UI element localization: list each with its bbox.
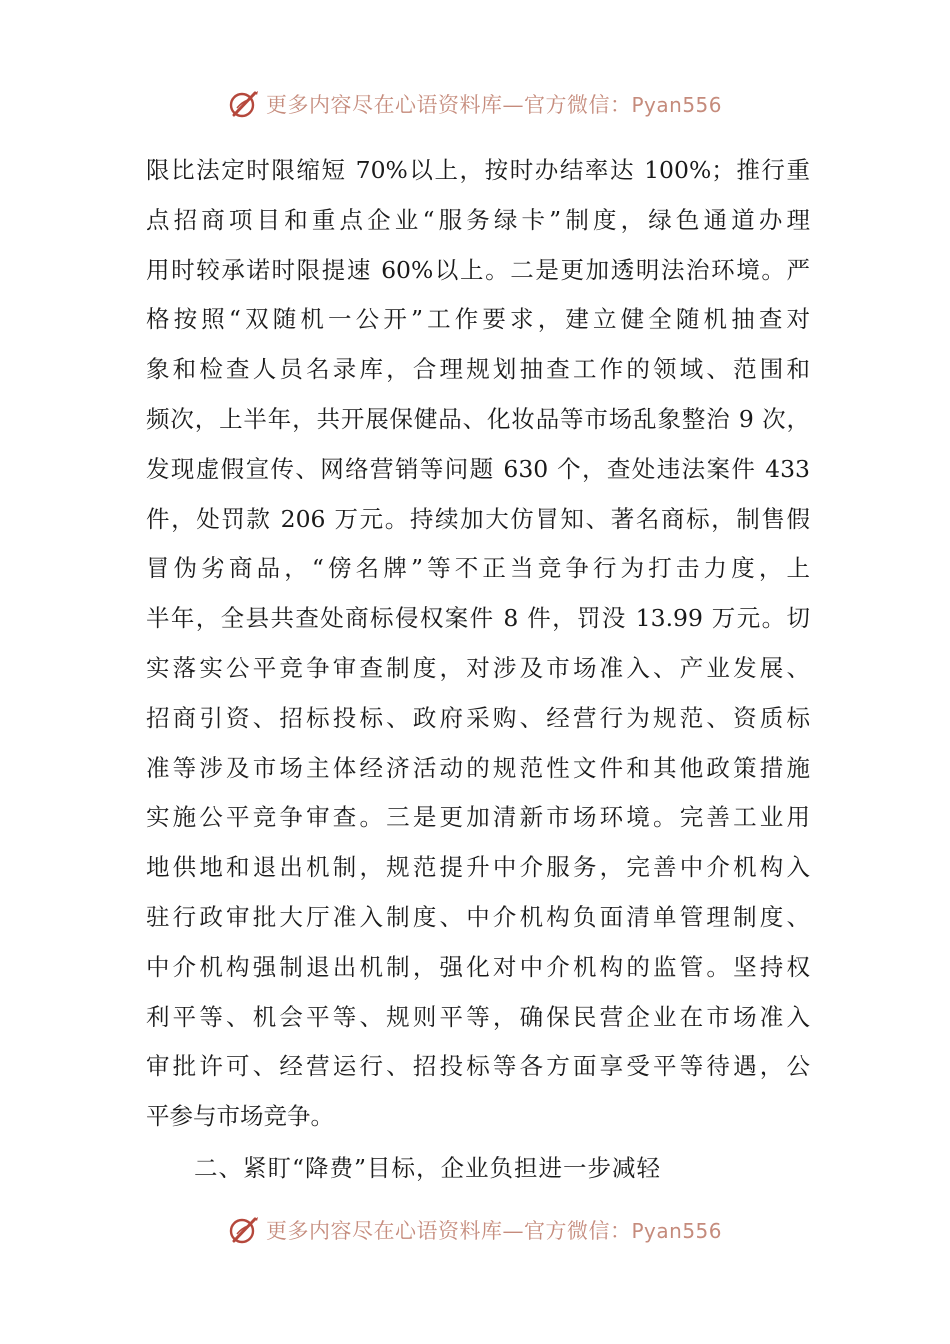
text-line: 地供地和退出机制，规范提升中介服务，完善中介机构入 (146, 853, 810, 882)
text-line: 限比法定时限缩短 70%以上，按时办结率达 100%；推行重 (146, 156, 810, 184)
watermark-text (266, 89, 722, 119)
text-line: 频次，上半年，共开展保健品、化妆品等市场乱象整治 9 次， (146, 404, 810, 433)
text-line: 半年，全县共查处商标侵权案件 8 件，罚没 13.99 万元。切 (146, 604, 810, 633)
text-line: 件，处罚款 206 万元。持续加大仿冒知、著名商标，制售假 (146, 504, 810, 533)
text-line: 实落实公平竞争审查制度，对涉及市场准入、产业发展、 (146, 653, 810, 682)
footer-watermark (0, 1210, 950, 1250)
text-line: 中介机构强制退出机制，强化对中介机构的监管。坚持权 (146, 952, 810, 981)
text-line: 用时较承诺时限提速 60%以上。二是更加透明法治环境。严 (146, 255, 810, 284)
text-line: 象和检查人员名录库，合理规划抽查工作的领域、范围和 (146, 355, 810, 384)
pen-logo-icon (228, 88, 260, 120)
text-line: 点招商项目和重点企业“服务绿卡”制度，绿色通道办理 (146, 205, 810, 234)
text-line: 冒伪劣商品，“傍名牌”等不正当竞争行为打击力度，上 (146, 554, 810, 583)
watermark-prefix: 更多内容尽在心语资料库—官方微信： (265, 93, 632, 117)
text-line: 利平等、机会平等、规则平等，确保民营企业在市场准入 (146, 1002, 810, 1031)
text-line: 驻行政审批大厅准入制度、中介机构负面清单管理制度、 (146, 902, 810, 931)
text-line: 实施公平竞争审查。三是更加清新市场环境。完善工业用 (146, 803, 810, 832)
text-line: 平参与市场竞争。 (146, 1102, 334, 1131)
section-heading: 二、紧盯“降费”目标，企业负担进一步减轻 (194, 1154, 662, 1182)
watermark-wechat-id: Pyan556 (631, 1219, 722, 1243)
text-line: 发现虚假宣传、网络营销等问题 630 个，查处违法案件 433 (146, 454, 810, 483)
text-line: 格按照“双随机一公开”工作要求，建立健全随机抽查对 (146, 305, 810, 334)
header-watermark (0, 84, 950, 124)
text-line: 审批许可、经营运行、招投标等各方面享受平等待遇，公 (146, 1052, 810, 1081)
pen-logo-icon (228, 1214, 260, 1246)
body-text (146, 146, 810, 1142)
watermark-text (266, 1215, 722, 1245)
watermark-prefix: 更多内容尽在心语资料库—官方微信： (265, 1219, 632, 1243)
text-line: 招商引资、招标投标、政府采购、经营行为规范、资质标 (146, 703, 810, 732)
watermark-wechat-id: Pyan556 (631, 93, 722, 117)
text-line: 准等涉及市场主体经济活动的规范性文件和其他政策措施 (146, 753, 810, 782)
